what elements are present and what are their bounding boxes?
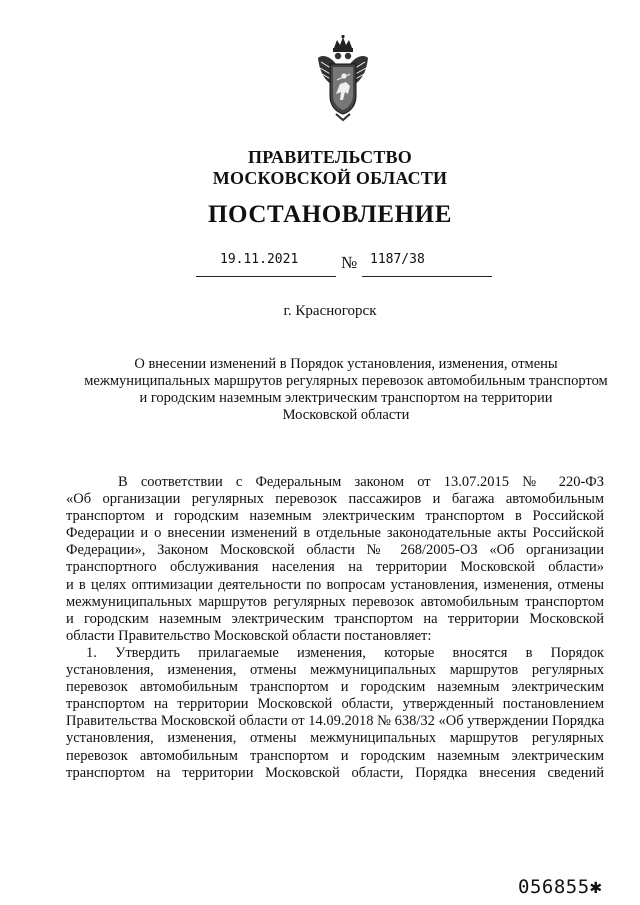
number-field: [362, 252, 492, 277]
body-line: и в целях оптимизации деятельности по вопросам установления, изменения, отмены: [66, 576, 604, 593]
body-line: перевозок автомобильным транспортом и городским наземным электрическим: [66, 679, 604, 696]
body-line: установления, изменения, отмены межмуниципальных маршрутов регулярных: [66, 662, 604, 679]
body-line: и городским наземным электрическим транспортом на территории Московской: [66, 610, 604, 627]
body-line: транспортного обслуживания населения на территории Московской области»: [66, 559, 604, 576]
body-line: транспортом на территории Московской области, Порядка внесения сведений: [66, 764, 604, 781]
body-line: перевозок автомобильным транспортом и городским наземным электрическим: [66, 747, 604, 764]
document-type-heading: ПОСТАНОВЛЕНИЕ: [207, 201, 453, 228]
body-line: транспортом на территории Московской области, утвержденный постановлением: [66, 696, 604, 713]
number-sign: №: [341, 253, 358, 272]
star-mark: ✱: [589, 874, 603, 898]
body-line: Федерации», Законом Московской области № 268/2005-ОЗ «Об организации: [66, 542, 604, 559]
government-name-line1: ПРАВИТЕЛЬСТВО: [248, 147, 412, 167]
title-line: О внесении изменений в Порядок установления, изменения, отмены: [134, 356, 558, 372]
body-line: «Об организации регулярных перевозок пассажиров и багажа автомобильным: [66, 491, 604, 508]
body-line: транспортом и городским наземным электрическим транспортом в Российской: [66, 508, 604, 525]
coat-of-arms-icon: [314, 34, 372, 122]
city-name: г. Красногорск: [283, 303, 377, 319]
body-line: 1. Утвердить прилагаемые изменения, которые вносятся в Порядок: [86, 644, 604, 661]
document-date: 19.11.2021: [220, 252, 299, 267]
date-field: [196, 252, 336, 277]
body-line: Правительства Московской области от 14.09.2018 № 638/32 «Об утверждении Порядка: [66, 713, 605, 730]
document-title: [76, 356, 616, 424]
body-line: установления, изменения, отмены межмуниципальных маршрутов регулярных: [66, 730, 604, 747]
document-number: 1187/38: [370, 252, 425, 267]
body-line: В соответствии с Федеральным законом от 13.07.2015 № 220-ФЗ: [118, 474, 604, 490]
body-line: области Правительство Московской области постановляет:: [66, 627, 432, 644]
body-line: Федерации и о внесении изменений в отдельные законодательные акты Российской: [66, 525, 604, 542]
government-name-line2: МОСКОВСКОЙ ОБЛАСТИ: [212, 168, 448, 188]
serial-digits: 056855: [518, 876, 590, 898]
body-line: межмуниципальных маршрутов регулярных перевозок автомобильным транспортом: [66, 593, 604, 610]
document-body: [66, 474, 604, 782]
title-line: и городским наземным электрическим транспортом на территории: [139, 390, 553, 406]
serial-number: [518, 874, 602, 898]
title-line: Московской области: [282, 407, 410, 423]
title-line: межмуниципальных маршрутов регулярных перевозок автомобильным транспортом: [84, 373, 608, 389]
